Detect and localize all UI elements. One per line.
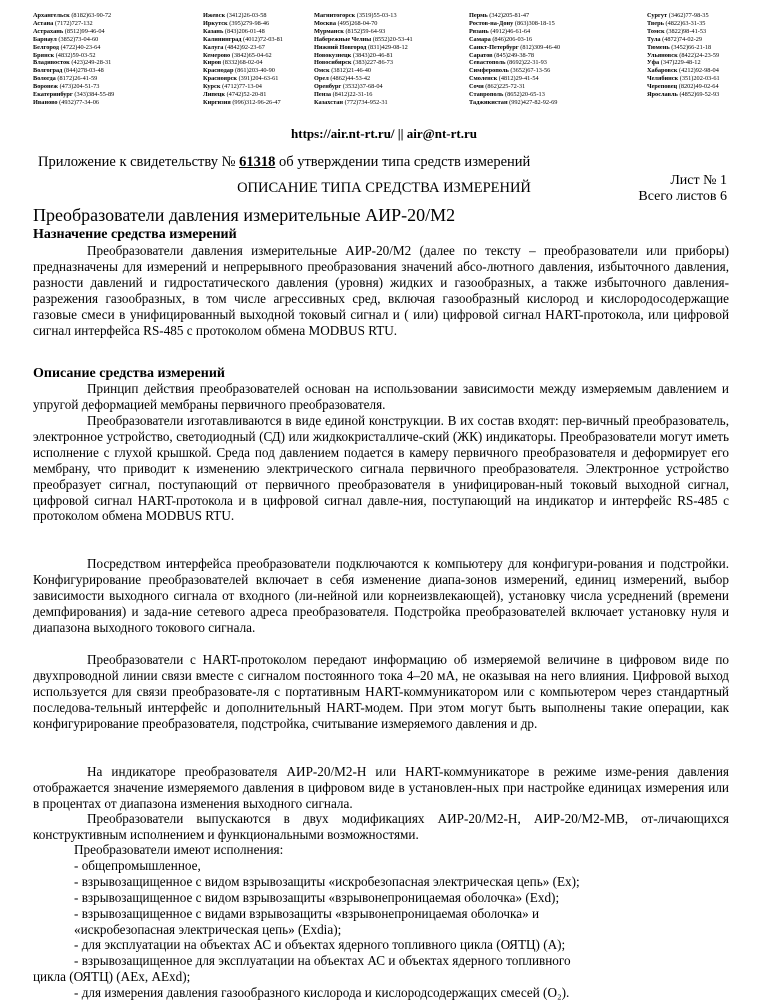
city-entry	[203, 12, 314, 20]
city-phone: (8692)22-31-93	[507, 59, 547, 67]
city-name: Белгород	[33, 43, 59, 51]
city-entry	[647, 20, 743, 28]
city-name: Ставрополь	[469, 91, 504, 99]
city-entry	[33, 44, 203, 52]
city-phone: (845)249-38-78	[494, 51, 535, 59]
document-title: ОПИСАНИЕ ТИПА СРЕДСТВА ИЗМЕРЕНИЙ	[237, 180, 531, 196]
city-column-3	[314, 12, 469, 112]
city-entry	[647, 91, 743, 99]
city-entry	[314, 44, 469, 52]
list-item: - общепромышленное,	[74, 857, 201, 873]
city-name: Тверь	[647, 19, 664, 27]
list-item: - взрывозащищенное с видом взрывозащиты «взрывонепроницаемая оболочка» (Exd);	[74, 889, 560, 905]
city-name: Челябинск	[647, 75, 679, 83]
city-phone: (8332)68-02-04	[222, 59, 263, 67]
city-phone: (423)249-28-31	[71, 59, 112, 67]
city-name: Томск	[647, 27, 665, 35]
city-name: Череповец	[647, 83, 678, 91]
list-item: - взрывозащищенное с видами взрывозащиты «взрывонепроницаемая оболочка» и	[74, 905, 540, 921]
city-name: Пермь	[469, 12, 488, 19]
city-phone: (4812)29-41-54	[498, 75, 539, 83]
city-phone: (843)206-01-48	[224, 27, 265, 35]
city-phone: (395)279-98-46	[229, 19, 270, 27]
city-entry	[469, 99, 647, 107]
annex-line	[38, 154, 530, 171]
city-entry	[647, 44, 743, 52]
city-entry	[33, 52, 203, 60]
city-name: Орел	[314, 75, 329, 83]
city-name: Иркутск	[203, 19, 228, 27]
city-phone: (996)312-96-26-47	[232, 98, 281, 106]
city-entry	[203, 75, 314, 83]
city-entry	[33, 12, 203, 20]
city-name: Пенза	[314, 91, 331, 99]
city-entry	[647, 52, 743, 60]
section-heading-description: Описание средства измерений	[33, 366, 225, 381]
city-phone: (4852)69-52-93	[679, 91, 720, 99]
city-column-5	[647, 12, 743, 112]
list-item: цикла (ОЯТЦ) (АEx, АExd);	[33, 969, 191, 985]
city-name: Сочи	[469, 83, 484, 91]
city-phone: (4832)59-03-52	[55, 51, 96, 59]
sheet-number: Лист № 1	[670, 173, 727, 188]
city-name: Новосибирск	[314, 59, 352, 67]
city-name: Казахстан	[314, 98, 344, 106]
city-entry	[203, 99, 314, 107]
city-entry	[33, 28, 203, 36]
city-name: Красноярск	[203, 75, 237, 83]
city-phone: (4712)77-13-04	[222, 83, 262, 91]
city-phone: (3462)77-98-35	[668, 12, 709, 19]
city-name: Краснодар	[203, 67, 234, 75]
city-phone: (3843)20-46-81	[352, 51, 393, 59]
city-phone: (812)309-46-40	[520, 43, 561, 51]
city-phone: (992)427-82-92-69	[509, 98, 558, 106]
city-name: Волгоград	[33, 67, 63, 75]
city-phone: (862)225-72-31	[485, 83, 526, 91]
city-phone: (846)206-03-16	[492, 35, 533, 43]
city-phone: (4932)77-34-06	[59, 98, 100, 106]
annex-suffix: об утверждении типа средств измерений	[278, 154, 531, 170]
city-phone: (4912)46-61-64	[490, 27, 531, 35]
city-entry	[33, 83, 203, 91]
city-phone: (8512)99-46-04	[64, 27, 105, 35]
city-phone: (3812)21-46-40	[331, 67, 372, 75]
city-entry	[469, 67, 647, 75]
city-phone: (4872)74-02-29	[662, 35, 703, 43]
city-phone: (347)229-48-12	[660, 59, 701, 67]
city-name: Севастополь	[469, 59, 506, 67]
city-entry	[469, 28, 647, 36]
city-entry	[469, 44, 647, 52]
city-phone: (391)204-63-61	[238, 75, 279, 83]
city-name: Тюмень	[647, 43, 670, 51]
city-entry	[314, 36, 469, 44]
city-phone: (4212)92-98-04	[678, 67, 719, 75]
annex-prefix: Приложение к свидетельству №	[38, 154, 236, 170]
city-entry	[203, 36, 314, 44]
city-entry	[314, 99, 469, 107]
city-phone: (4862)44-53-42	[330, 75, 371, 83]
city-phone: (8172)26-41-59	[57, 75, 98, 83]
city-entry	[33, 91, 203, 99]
city-name: Рязань	[469, 27, 489, 35]
city-name: Саратов	[469, 51, 493, 59]
city-phone: (473)204-51-73	[59, 83, 100, 91]
city-phone: (3822)98-41-53	[666, 27, 707, 35]
main-title: Преобразователи давления измерительные АИР-20/М2	[33, 205, 456, 225]
city-entry	[314, 83, 469, 91]
certificate-number: 61318	[239, 154, 276, 170]
city-name: Архангельск	[33, 12, 70, 19]
city-entry	[314, 67, 469, 75]
description-paragraph: Преобразователи с HART-протоколом передают информацию об измеряемой величине в цифровом виде по двухпроводной линии связи вместе с сигналом постоянного тока 4–20 мА, не оказывая на него влияния. Цифровой выход используется для связи преобразовате-ля с портативным HART-коммуникатором или с компьютером через стандартный последова-тельный интерфейс и дополнительный HART-модем. При этом могут быть выполнены такие операции, как конфигурирование преобразователя, подстройка, считывание измеряемого давления и др.	[33, 652, 729, 731]
list-item: - для измерения давления газообразного кислорода и кислородсодержащих смесей (О₂).	[74, 985, 570, 1001]
city-entry	[203, 28, 314, 36]
city-name: Иваново	[33, 98, 58, 106]
city-phone: (4822)63-31-35	[665, 19, 706, 27]
city-name: Астрахань	[33, 27, 64, 35]
city-entry	[314, 12, 469, 20]
city-name: Тула	[647, 35, 661, 43]
city-phone: (4742)52-20-81	[226, 91, 267, 99]
city-column-4	[469, 12, 647, 112]
section-text-purpose: Преобразователи давления измерительные АИР-20/М2 (далее по тексту – преобразователи или приборы) предназначены для измерений и непрерывного преобразования значений абсо-лютного давления, избыточного давления, разности давлений и гидростатического давления (уровня) жидких и газообразных, а также избыточного давления-разрежения газообразных, в том числе агрессивных сред, включая газообразный кислород и кислородосодержащие газовые смеси в унифицированный выходной токовый сигнал и ( или) цифровой сигнал HART-протокола, или цифровой сигнал интерфейса RS-485 с протоколом обмена MODBUS RTU.	[33, 243, 729, 338]
city-phone: (4722)40-23-64	[60, 43, 101, 51]
city-entry	[647, 59, 743, 67]
city-entry	[314, 20, 469, 28]
city-name: Киров	[203, 59, 222, 67]
city-entry	[647, 12, 743, 20]
city-entry	[469, 12, 647, 20]
description-paragraph: Преобразователи изготавливаются в виде единой конструкции. В их состав входят: пер-вичный преобразователь, электронное устройство, светодиодный (СД) или жидкокристалличе-ский (ЖК) индикаторы. Преобразователи могут иметь исполнение с глухой крышкой. Среда под давлением подается в камеру первичного преобразователя и деформирует его мембрану, что приводит к изменению электрического сигнала первичного преобразователя. Электронное устройство преобразует сигнал, поступающий от первичного преобразователя в унифицирован-ный токовый выходной сигнал, цифровой сигнал HART-протокола и в цифровой сигнал давле-ния, поступающий на индикатор и интерфейс RS-485 с протоколом обмена MODBUS RTU.	[33, 413, 729, 524]
city-name: Самара	[469, 35, 491, 43]
city-phone: (7172)727-132	[54, 19, 93, 27]
city-entry	[469, 75, 647, 83]
description-paragraph: Преобразователи выпускаются в двух модификациях АИР-20/М2-Н, АИР-20/М2-МВ, от-личающихся конструктивным исполнением и функциональными возможностями.	[33, 811, 729, 842]
city-phone: (863)308-18-15	[514, 19, 555, 27]
list-item: - взрывозащищенное для эксплуатации на объектах АС и объектах ядерного топливного	[74, 953, 571, 969]
city-entry	[33, 75, 203, 83]
city-name: Курск	[203, 83, 221, 91]
city-entry	[203, 44, 314, 52]
city-name: Кемерово	[203, 51, 231, 59]
city-entry	[469, 52, 647, 60]
city-entry	[469, 83, 647, 91]
city-phone: (3532)37-68-04	[342, 83, 383, 91]
city-entry	[203, 83, 314, 91]
city-entry	[469, 59, 647, 67]
list-item: «искробезопасная электрическая цепь» (Exdia);	[74, 921, 342, 937]
city-entry	[203, 91, 314, 99]
city-name: Мурманск	[314, 27, 344, 35]
city-name: Вологда	[33, 75, 56, 83]
city-phone: (4012)72-03-81	[243, 35, 283, 43]
city-entry	[469, 91, 647, 99]
city-phone: (4842)92-23-67	[224, 43, 265, 51]
city-name: Магнитогорск	[314, 12, 356, 19]
city-entry	[469, 20, 647, 28]
city-phone: (3412)26-03-58	[226, 12, 267, 19]
city-phone: (8652)20-65-13	[504, 91, 545, 99]
city-entry	[203, 52, 314, 60]
city-phone: (351)202-03-61	[679, 75, 720, 83]
city-phone: (495)268-04-70	[337, 19, 378, 27]
city-entry	[647, 28, 743, 36]
city-name: Липецк	[203, 91, 225, 99]
city-entry	[33, 20, 203, 28]
city-column-1	[33, 12, 203, 112]
city-name: Калуга	[203, 43, 224, 51]
city-name: Таджикистан	[469, 98, 508, 106]
city-phone: (8422)24-23-59	[679, 51, 720, 59]
city-name: Набережные Челны	[314, 35, 372, 43]
city-name: Казань	[203, 27, 224, 35]
city-name: Новокузнецк	[314, 51, 352, 59]
city-entry	[314, 75, 469, 83]
city-name: Уфа	[647, 59, 660, 67]
city-phone: (8202)49-02-64	[678, 83, 719, 91]
city-phone: (861)203-40-90	[235, 67, 275, 75]
city-name: Ростов-на-Дону	[469, 19, 514, 27]
city-entry	[314, 91, 469, 99]
city-entry	[647, 83, 743, 91]
city-entry	[33, 59, 203, 67]
city-name: Астана	[33, 19, 54, 27]
city-name: Калининград	[203, 35, 242, 43]
sheet-total: Всего листов 6	[638, 189, 727, 204]
description-paragraph: Принцип действия преобразователей основан на использовании зависимости между измеряемым давлением и упругой деформацией мембраны первичного преобразователя.	[33, 381, 729, 412]
city-entry	[203, 67, 314, 75]
city-phone: (831)429-08-12	[367, 43, 408, 51]
city-entry	[203, 20, 314, 28]
city-phone-directory	[33, 12, 743, 112]
city-name: Москва	[314, 19, 336, 27]
city-entry	[33, 36, 203, 44]
description-paragraph: Посредством интерфейса преобразователи подключаются к компьютеру для конфигури-рования и подстройки. Конфигурирование преобразователей включает в себя изменение диапа-зонов измерений, единиц измерений, выбор зависимости выходного сигнала от входного (ли-нейной или корнеизвлекающей), установку числа усреднений (времени демпфирования) и зада-ние сетевого адреса преобразователя. Подстройка преобразователей включает установку нуля и диапазона выходного токового сигнала.	[33, 556, 729, 635]
city-name: Сургут	[647, 12, 668, 19]
city-name: Оренбург	[314, 83, 342, 91]
city-phone: (8552)20-53-41	[372, 35, 413, 43]
city-entry	[314, 28, 469, 36]
variants-intro: Преобразователи имеют исполнения:	[74, 842, 284, 857]
sheet-counter	[638, 173, 727, 205]
city-name: Ульяновск	[647, 51, 678, 59]
description-paragraph: На индикаторе преобразователя АИР-20/М2-Н или HART-коммуникаторе в режиме изме-рения давления отображается значение измеряемого давления в цифровом виде в установлен-ных при настройке единицах измерения или в процентах от диапазона изменения выходного сигнала.	[33, 764, 729, 811]
city-phone: (8182)63-90-72	[71, 12, 112, 19]
city-phone: (383)227-86-73	[353, 59, 393, 67]
city-phone: (8412)22-31-16	[332, 91, 373, 99]
city-phone: (772)734-952-31	[344, 98, 388, 106]
city-entry	[33, 67, 203, 75]
city-name: Екатеринбург	[33, 91, 73, 99]
city-phone: (342)205-81-47	[489, 12, 530, 19]
section-heading-purpose: Назначение средства измерений	[33, 227, 237, 242]
city-column-2	[203, 12, 314, 112]
city-entry	[314, 52, 469, 60]
city-entry	[647, 36, 743, 44]
contact-line[interactable]: https://air.nt-rt.ru/ || air@nt-rt.ru	[291, 126, 477, 141]
city-name: Воронеж	[33, 83, 58, 91]
city-entry	[203, 59, 314, 67]
city-name: Нижний Новгород	[314, 43, 367, 51]
city-name: Брянск	[33, 51, 55, 59]
city-phone: (343)384-55-89	[74, 91, 115, 99]
city-entry	[469, 36, 647, 44]
city-entry	[647, 75, 743, 83]
city-name: Симферополь	[469, 67, 509, 75]
city-name: Ижевск	[203, 12, 226, 19]
variants-list	[33, 842, 733, 1001]
city-name: Смоленск	[469, 75, 498, 83]
city-name: Киргизия	[203, 98, 231, 106]
city-name: Барнаул	[33, 35, 57, 43]
city-name: Хабаровск	[647, 67, 678, 75]
city-phone: (844)278-03-48	[63, 67, 104, 75]
city-name: Санкт-Петербург	[469, 43, 519, 51]
city-phone: (3852)73-04-60	[58, 35, 99, 43]
city-entry	[647, 67, 743, 75]
city-name: Омск	[314, 67, 330, 75]
city-phone: (3452)66-21-18	[671, 43, 712, 51]
city-phone: (8152)59-64-93	[345, 27, 386, 35]
city-entry	[314, 59, 469, 67]
list-item: - взрывозащищенное с видом взрывозащиты «искробезопасная электрическая цепь» (Ex);	[74, 873, 580, 889]
city-name: Владивосток	[33, 59, 70, 67]
city-name: Ярославль	[647, 91, 678, 99]
city-phone: (3519)55-03-13	[356, 12, 397, 19]
city-phone: (3652)67-13-56	[510, 67, 551, 75]
list-item: - для эксплуатации на объектах АС и объектах ядерного топливного цикла (ОЯТЦ) (А);	[74, 937, 566, 953]
city-entry	[33, 99, 203, 107]
city-phone: (3842)65-04-62	[231, 51, 272, 59]
